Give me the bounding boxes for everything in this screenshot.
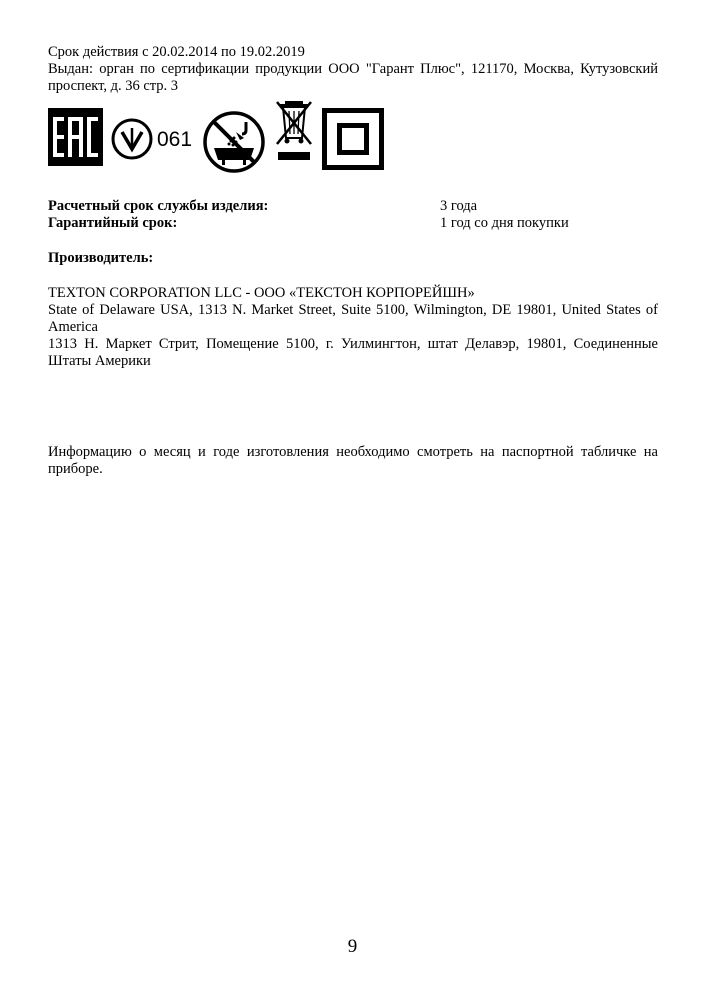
weee-crossed-bin-icon <box>274 94 314 162</box>
spec-value: 3 года <box>440 198 478 214</box>
manufacturer-address-ru: 1313 Н. Маркет Стрит, Помещение 5100, г. Уилмингтон, штат Делавэр, 19801, Соединенные Штаты Америки <box>48 336 658 369</box>
certificate-block <box>48 44 658 95</box>
document-page <box>48 44 658 478</box>
double-insulation-icon <box>322 108 384 170</box>
no-bath-use-icon <box>202 110 266 174</box>
manufacturer-block <box>48 285 658 370</box>
production-date-note: Информацию о месяц и годе изготовления необходимо смотреть на паспортной табличке на приборе. <box>48 444 658 477</box>
manufacturer-heading: Производитель: <box>48 250 154 266</box>
certificate-issuer: Выдан: орган по сертификации продукции ООО "Гарант Плюс", 121170, Москва, Кутузовский проспект, д. 36 стр. 3 <box>48 61 658 94</box>
page-number: 9 <box>347 936 358 957</box>
spec-label: Гарантийный срок: <box>48 215 178 231</box>
spec-row-service-life <box>48 198 658 215</box>
manufacturer-name: TEXTON CORPORATION LLC - ООО «ТЕКСТОН КОРПОРЕЙШН» <box>48 285 475 301</box>
spec-row-warranty <box>48 215 658 232</box>
spec-label: Расчетный срок службы изделия: <box>48 198 269 214</box>
ukraine-mark-code: 061 <box>157 127 193 151</box>
manufacturer-address-en: State of Delaware USA, 1313 N. Market Street, Suite 5100, Wilmington, DE 19801, United States of America <box>48 302 658 335</box>
ukraine-conformity-block <box>109 116 192 162</box>
certification-marks <box>48 108 658 180</box>
specs-table <box>48 198 658 232</box>
certificate-validity: Срок действия с 20.02.2014 по 19.02.2019 <box>48 44 305 60</box>
eac-mark-icon <box>48 108 103 166</box>
spec-value: 1 год со дня покупки <box>440 215 569 231</box>
ukraine-conformity-icon <box>109 116 155 162</box>
